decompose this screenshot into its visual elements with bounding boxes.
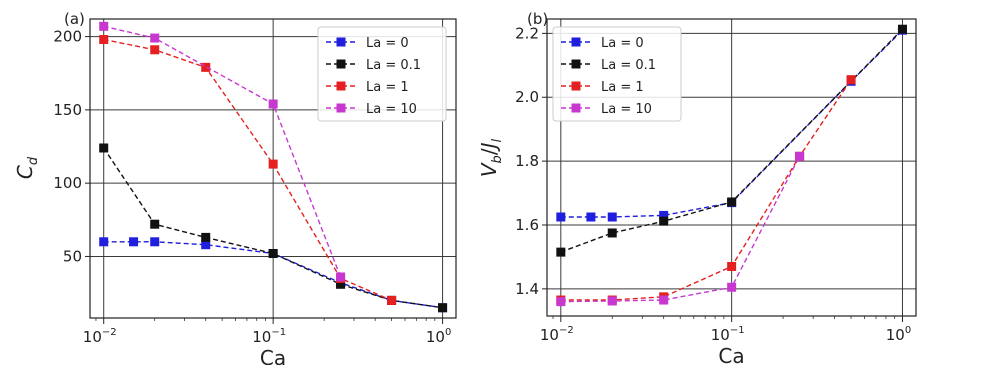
y-tick-label: 200 — [53, 27, 82, 46]
legend — [553, 27, 681, 121]
data-point — [608, 213, 617, 222]
data-point — [556, 297, 565, 306]
data-point — [727, 283, 736, 292]
data-point — [586, 213, 595, 222]
y-tick-label: 100 — [53, 174, 82, 193]
x-tick-label: $10^{-1}$ — [710, 325, 745, 344]
legend-label: La = 1 — [366, 80, 409, 95]
legend-label: La = 10 — [601, 102, 652, 117]
legend-label: La = 0.1 — [601, 58, 657, 73]
data-point — [556, 248, 565, 257]
data-point — [150, 220, 159, 229]
data-point — [269, 160, 278, 169]
data-point — [201, 233, 210, 242]
y-tick-label: 2.0 — [515, 88, 539, 107]
legend-label: La = 1 — [601, 80, 644, 95]
panel-label: (b) — [527, 10, 549, 28]
data-point — [795, 152, 804, 161]
series-3 — [556, 152, 804, 306]
data-point — [99, 22, 108, 31]
y-axis-label: $V_b/J_l$ — [477, 138, 505, 178]
legend-marker — [337, 104, 346, 113]
legend-label: La = 10 — [366, 102, 417, 117]
data-point — [150, 45, 159, 54]
legend-marker — [572, 60, 581, 69]
y-tick-label: 50 — [62, 247, 82, 266]
legend-label: La = 0 — [601, 36, 644, 51]
legend-marker — [572, 104, 581, 113]
x-tick-label: $10^{-2}$ — [539, 325, 574, 344]
data-point — [898, 25, 907, 34]
data-point — [150, 34, 159, 43]
panel-label: (a) — [64, 10, 85, 28]
y-tick-label: 2.2 — [515, 24, 539, 43]
data-point — [99, 143, 108, 152]
panel-b — [477, 10, 916, 365]
data-point — [659, 217, 668, 226]
data-point — [727, 262, 736, 271]
data-point — [659, 296, 668, 305]
legend-label: La = 0.1 — [366, 58, 422, 73]
data-point — [847, 75, 856, 84]
series-line — [104, 26, 341, 277]
data-point — [150, 237, 159, 246]
data-point — [336, 272, 345, 281]
legend-marker — [337, 82, 346, 91]
series-line — [561, 156, 800, 301]
legend-marker — [572, 38, 581, 47]
data-point — [438, 303, 447, 312]
x-axis-label: Ca — [718, 344, 745, 365]
x-tick-label: $10^0$ — [425, 327, 452, 346]
legend-label: La = 0 — [366, 36, 409, 51]
data-point — [99, 35, 108, 44]
x-axis-label: Ca — [259, 346, 287, 365]
y-axis-label: $C_d$ — [13, 156, 41, 180]
legend — [318, 27, 446, 121]
data-point — [269, 100, 278, 109]
legend-marker — [572, 82, 581, 91]
x-tick-label: $10^{-1}$ — [252, 327, 287, 346]
panel-a — [13, 10, 456, 365]
data-point — [608, 296, 617, 305]
data-point — [387, 296, 396, 305]
y-tick-label: 1.8 — [515, 152, 539, 171]
data-point — [129, 237, 138, 246]
data-point — [727, 197, 736, 206]
legend-marker — [337, 60, 346, 69]
y-tick-label: 1.4 — [515, 279, 539, 298]
data-point — [608, 228, 617, 237]
x-tick-label: $10^{-2}$ — [82, 327, 117, 346]
data-point — [269, 249, 278, 258]
x-tick-label: $10^0$ — [885, 325, 912, 344]
data-point — [99, 237, 108, 246]
y-tick-label: 1.6 — [515, 215, 539, 234]
data-point — [556, 213, 565, 222]
legend-marker — [337, 38, 346, 47]
y-tick-label: 150 — [53, 100, 82, 119]
